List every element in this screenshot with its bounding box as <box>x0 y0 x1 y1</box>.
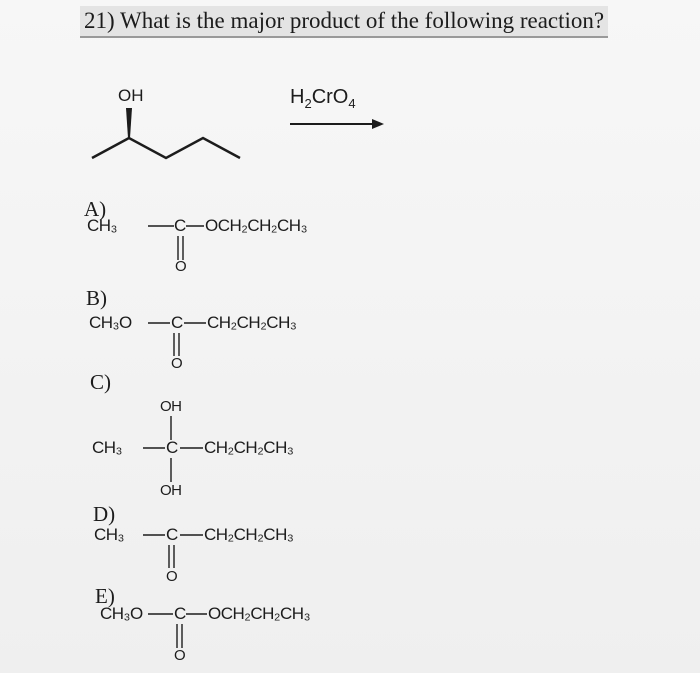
option-c-right-group: CH₂CH₂CH₃ <box>204 438 294 457</box>
option-a-label[interactable]: A) <box>84 197 107 221</box>
option-d-oxygen: O <box>166 568 178 585</box>
option-c-carbon: C <box>166 438 178 457</box>
wedge-bond <box>126 108 132 138</box>
reagent-label <box>290 86 356 111</box>
reactant-hydroxyl-label: OH <box>118 86 144 105</box>
option-d-right-group: CH₂CH₂CH₃ <box>204 525 294 544</box>
option-a-carbon: C <box>174 216 186 235</box>
option-c-top-hydroxyl: OH <box>160 398 182 415</box>
option-d-carbon: C <box>166 525 178 544</box>
reagent-sub-4: 4 <box>348 96 356 111</box>
option-b-label[interactable]: B) <box>86 286 107 310</box>
option-a-right-group: OCH₂CH₂CH₃ <box>205 216 308 235</box>
option-c-bottom-hydroxyl: OH <box>160 482 182 499</box>
option-b-oxygen: O <box>171 355 183 372</box>
option-d-left-group: CH₃ <box>94 525 124 544</box>
reagent-h: H <box>290 86 305 108</box>
option-b-right-group: CH₂CH₂CH₃ <box>207 313 297 332</box>
reagent-cro: CrO <box>311 86 349 108</box>
option-e-label[interactable]: E) <box>95 584 115 608</box>
reagent-sub-2: 2 <box>304 96 312 111</box>
option-c-left-group: CH₃ <box>92 438 122 457</box>
reaction-arrow-head <box>372 119 384 129</box>
option-b-carbon: C <box>171 313 183 332</box>
question-text: 21) What is the major product of the following reaction? <box>80 6 608 38</box>
option-e-oxygen: O <box>174 647 186 664</box>
option-a-oxygen: O <box>175 258 187 275</box>
option-e-right-group: OCH₂CH₂CH₃ <box>208 604 311 623</box>
reactant-skeleton <box>92 138 240 158</box>
option-b-left-group: CH₃O <box>89 313 132 332</box>
option-e-left-group: CH₃O <box>100 604 143 623</box>
option-e-carbon: C <box>174 604 186 623</box>
option-a-left-group: CH₃ <box>87 216 117 235</box>
option-d-label[interactable]: D) <box>93 502 116 526</box>
option-c-label[interactable]: C) <box>90 370 111 394</box>
